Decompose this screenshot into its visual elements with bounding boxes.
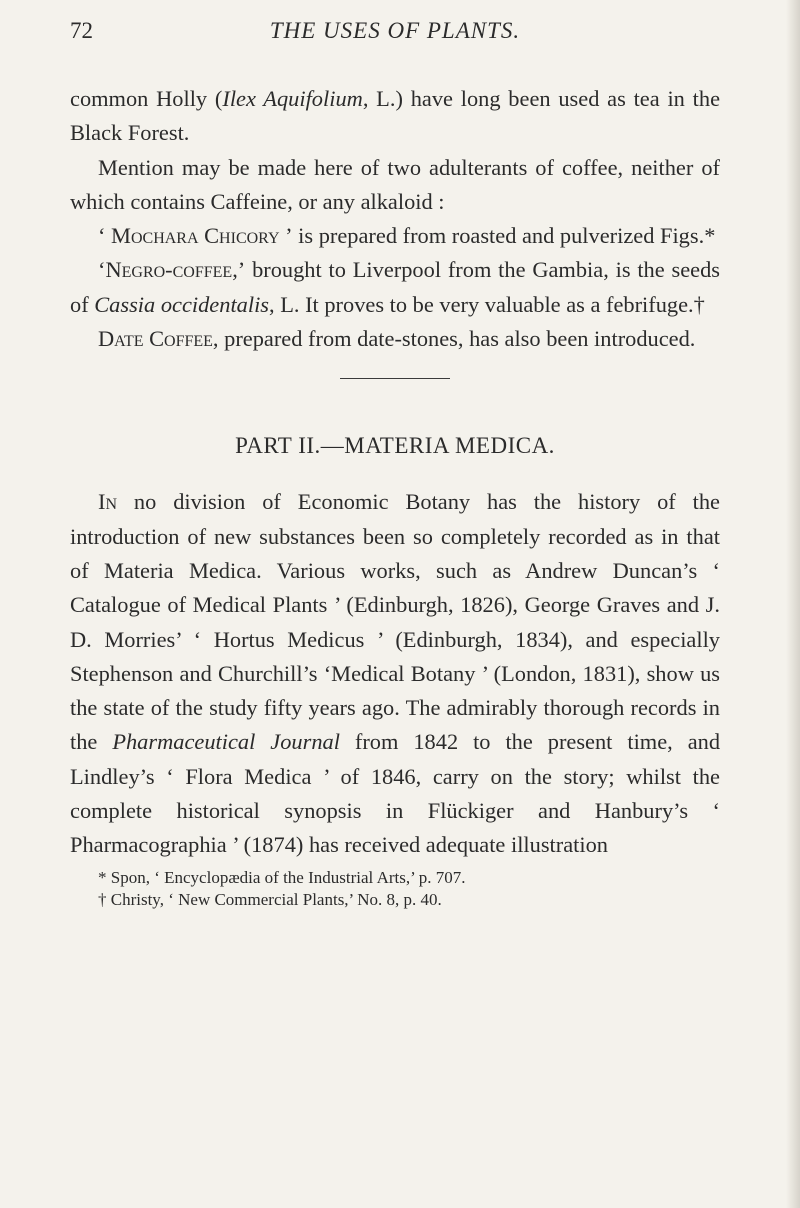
paragraph-holly [70,82,720,151]
cassia-latin-name: Cassia occidentalis [94,291,270,317]
page-number: 72 [70,18,93,43]
paragraph-materia-medica [70,485,720,862]
holly-text-after: , L.) have long been used as tea in the Black Forest. [70,86,721,146]
running-title: THE USES OF PLANTS. [269,18,521,43]
negro-coffee-text-2: , L. It proves to be very valuable as a febrifuge.† [269,291,705,317]
footnote-1: * Spon, ‘ Encyclopædia of the Industrial Arts,’ p. 707. [98,867,466,887]
paragraph-mention: Mention may be made here of two adulterants of coffee, neither of which contains Caffeine, or any alkaloid : [70,154,720,214]
paragraph-mochara [70,219,720,253]
date-coffee-text: prepared from date-stones, has also been introduced. [218,326,696,352]
opening-word: In [98,489,118,515]
page-edge-shadow [786,0,800,1208]
negro-coffee-name: ‘Negro-coffee,’ [98,257,246,283]
materia-medica-text-2: from 1842 to the present time, and Lindley’s ‘ Flora Medica ’ of 1846, carry on the story; whilst the complete historical synopsis in Flückiger and Hanbury’s ‘ Pharmacographia ’ (1874) has received adequate illustration [70,729,721,858]
footnote-2: † Christy, ‘ New Commercial Plants,’ No. 8, p. 40. [98,890,442,910]
paragraph-date-coffee [70,322,720,356]
page-header [70,18,720,58]
mochara-name: ‘ Mochara Chicory ’ [98,223,293,249]
materia-medica-text-1: no division of Economic Botany has the history of the introduction of new substances been so completely recorded as in that of Materia Medica. Various works, such as Andrew Duncan’s ‘ Catalogue of Medical Plants ’ (Edinburgh, 1826), George Graves and J. D. Morries’ ‘ Hortus Medicus ’ (Edinburgh, 1834), and especially Stephenson and Churchill’s ‘Medical Botany ’ (London, 1831), show us the state of the study fifty years ago. The admirably thorough records in the [70,489,720,755]
section-divider [340,378,450,379]
part-heading: PART II.—MATERIA MEDICA. [235,433,555,459]
footnotes [70,867,720,912]
paragraph-negro-coffee [70,253,720,322]
page-body [70,82,720,912]
journal-title: Pharmaceutical Journal [112,729,340,755]
mochara-text: is prepared from roasted and pulverized Figs.* [292,223,716,249]
negro-coffee-text-1: brought to Liverpool from the Gambia, is the seeds of [70,257,720,317]
date-coffee-name: Date Coffee, [98,326,219,352]
holly-text-before: common Holly ( [70,86,223,111]
holly-latin-name: Ilex Aquifolium [222,86,363,111]
